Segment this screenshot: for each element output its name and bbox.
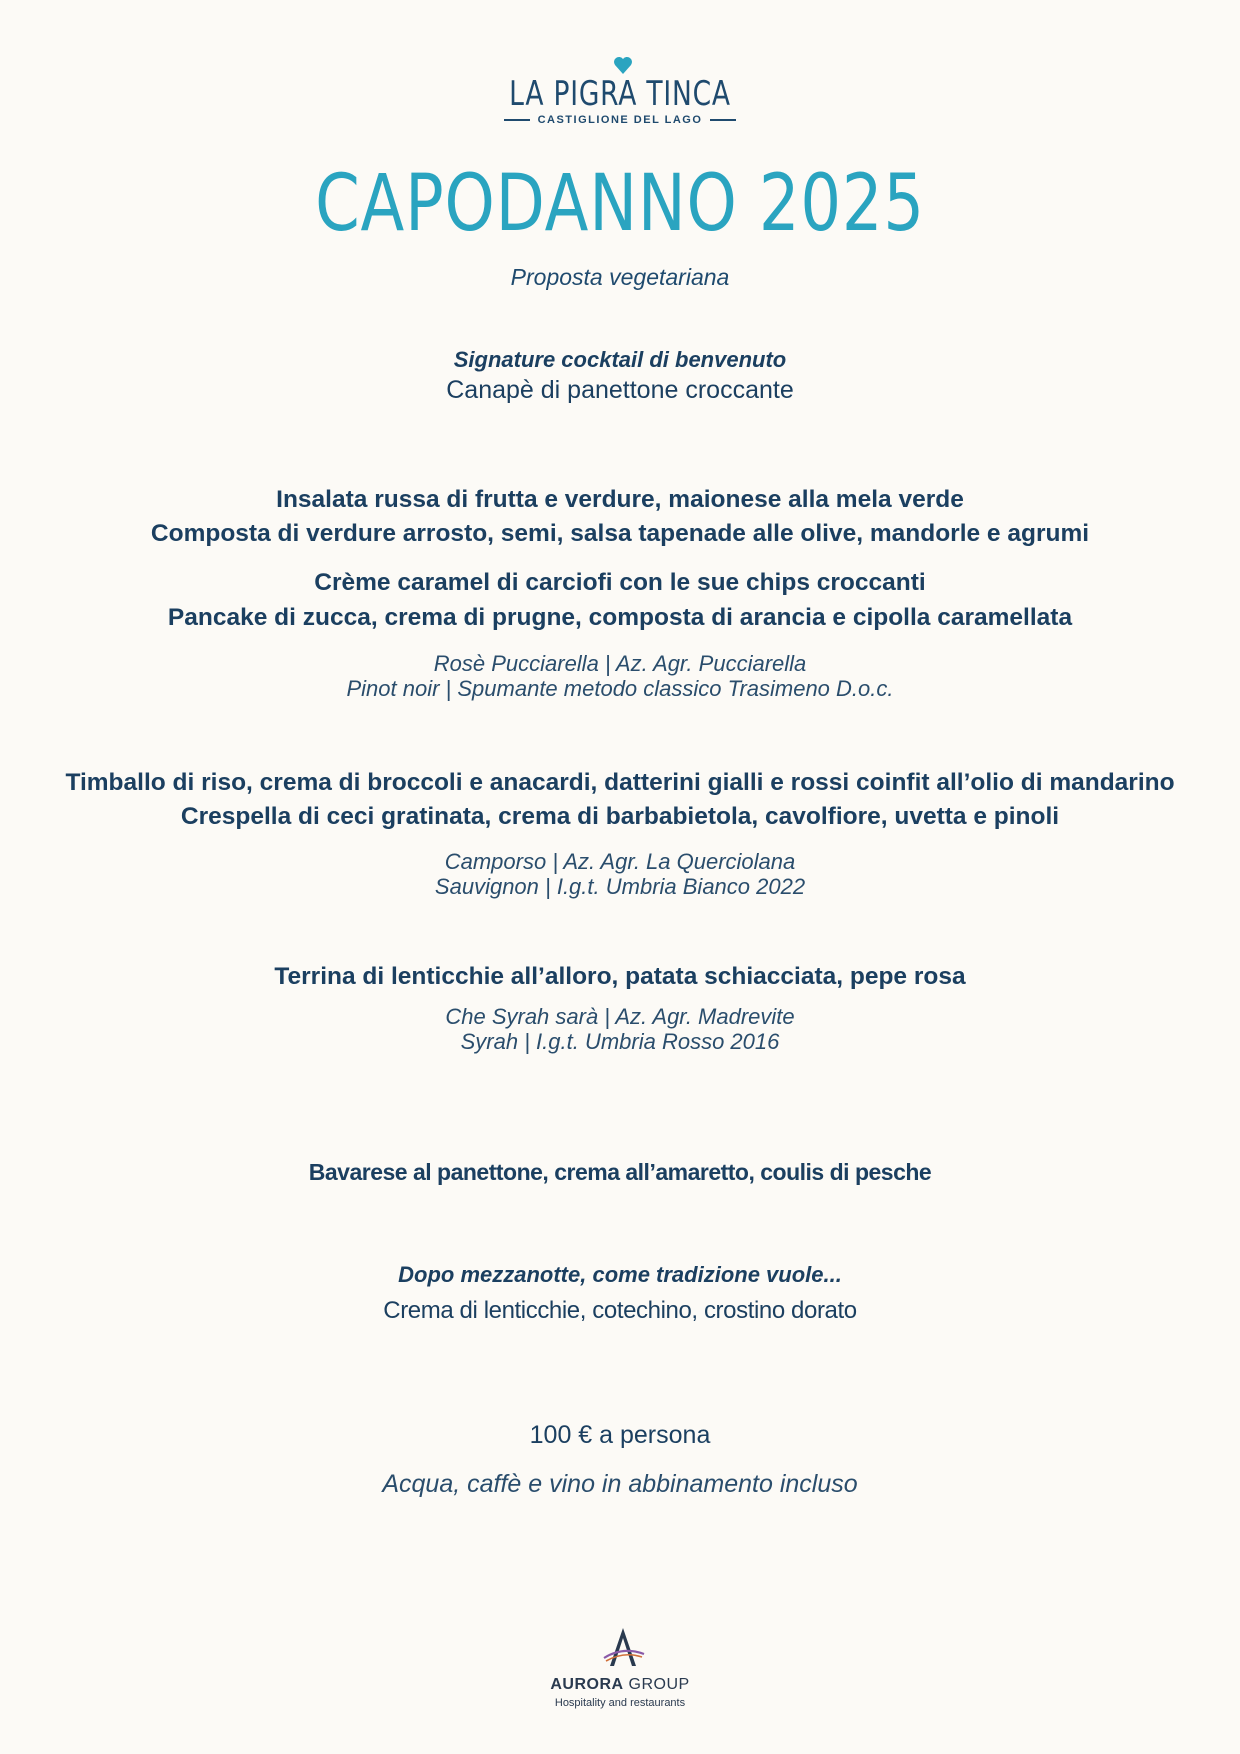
heart-icon <box>612 54 634 76</box>
logo-rule-right <box>710 119 736 121</box>
primo-wine-1: Camporso | Az. Agr. La Querciolana <box>444 849 796 874</box>
secondo-dish: Terrina di lenticchie all’alloro, patata schiacciata, pepe rosa <box>274 963 966 990</box>
primo-dish-2: Crespella di ceci gratinata, crema di barbabietola, cavolfiore, uvetta e pinoli <box>180 803 1060 830</box>
midnight-heading: Dopo mezzanotte, come tradizione vuole... <box>398 1262 842 1287</box>
primo-dish-1: Timballo di riso, crema di broccoli e anacardi, datterini gialli e rossi coinfit all’olio di mandarino <box>65 769 1175 796</box>
antipasto-dish-2: Composta di verdure arrosto, semi, salsa tapenade alle olive, mandorle e agrumi <box>150 520 1090 547</box>
welcome-item: Canapè di panettone croccante <box>446 376 794 404</box>
footer-brand-rest: GROUP <box>623 1676 690 1693</box>
welcome-heading: Signature cocktail di benvenuto <box>453 347 787 372</box>
dessert-dish: Bavarese al panettone, crema all’amaretto, coulis di pesche <box>308 1159 932 1185</box>
price-note: Acqua, caffè e vino in abbinamento incluso <box>382 1470 858 1498</box>
antipasto-dish-3: Crème caramel di carciofi con le sue chips croccanti <box>314 569 926 596</box>
footer-brand <box>0 1676 1240 1694</box>
aurora-logo-icon <box>598 1624 648 1670</box>
footer-tagline: Hospitality and restaurants <box>554 1697 686 1709</box>
page-subtitle: Proposta vegetariana <box>510 264 730 290</box>
logo-name: LA PIGRA TINCA <box>509 74 731 114</box>
logo-location <box>0 114 1240 126</box>
secondo-wine-2: Syrah | I.g.t. Umbria Rosso 2016 <box>460 1029 780 1054</box>
antipasto-wine-2: Pinot noir | Spumante metodo classico Trasimeno D.o.c. <box>346 676 894 701</box>
price-amount: 100 € a persona <box>529 1421 711 1449</box>
antipasto-wine-1: Rosè Pucciarella | Az. Agr. Pucciarella <box>433 651 807 676</box>
secondo-wine-1: Che Syrah sarà | Az. Agr. Madrevite <box>445 1004 795 1029</box>
primo-wine-2: Sauvignon | I.g.t. Umbria Bianco 2022 <box>434 874 806 899</box>
footer-brand-bold: AURORA <box>550 1676 624 1693</box>
antipasto-dish-4: Pancake di zucca, crema di prugne, composta di arancia e cipolla caramellata <box>167 604 1073 631</box>
logo-location-text: CASTIGLIONE DEL LAGO <box>537 114 703 126</box>
antipasto-dish-1: Insalata russa di frutta e verdure, maionese alla mela verde <box>276 486 964 513</box>
logo-rule-left <box>504 119 530 121</box>
midnight-item: Crema di lenticchie, cotechino, crostino dorato <box>383 1297 857 1324</box>
page-title: CAPODANNO 2025 <box>315 159 925 249</box>
